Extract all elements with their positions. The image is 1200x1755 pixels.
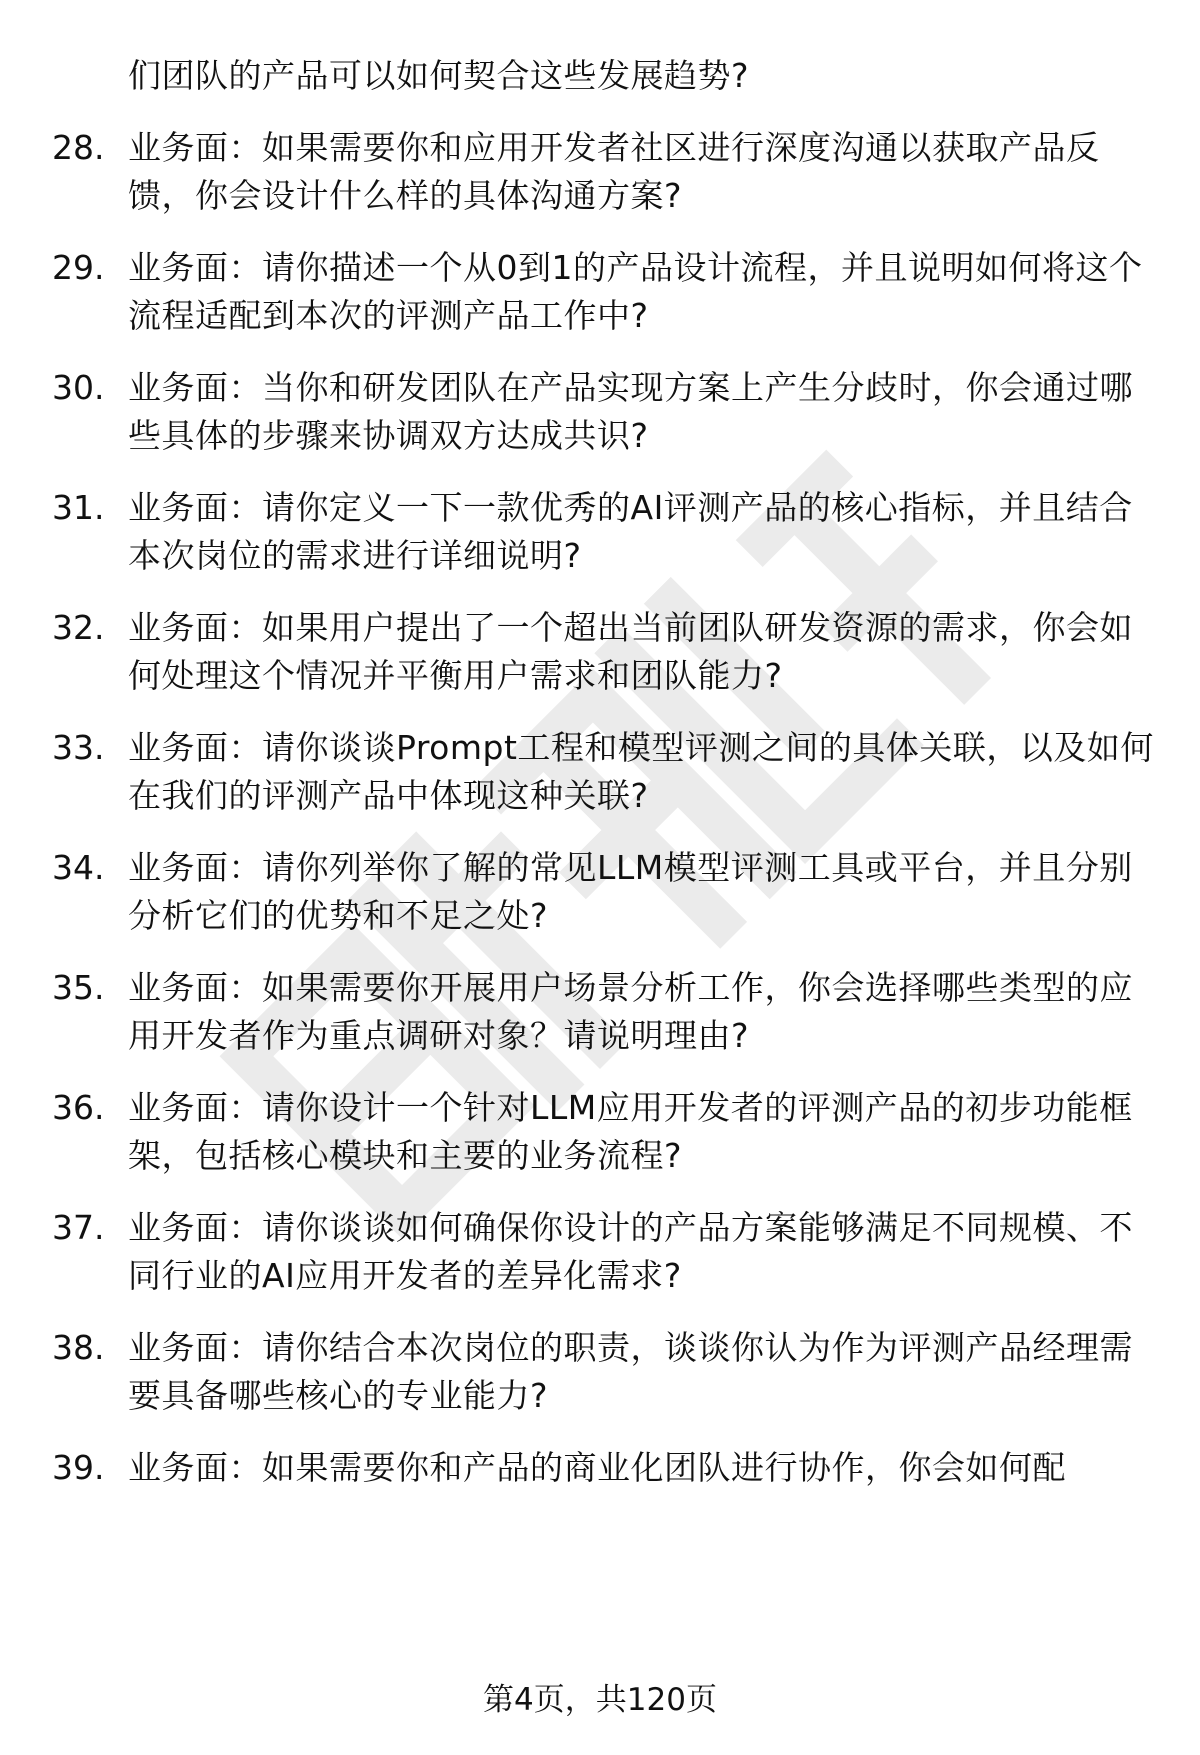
list-item [0,1444,1200,1492]
question-number: 39. [52,1448,105,1487]
question-number: 33. [52,728,105,767]
question-number: 37. [52,1208,105,1247]
question-number: 28. [52,128,105,167]
list-item [0,844,1200,940]
list-item [0,1084,1200,1180]
question-text: 业务面：如果用户提出了一个超出当前团队研发资源的需求，你会如何处理这个情况并平衡用户需求和团队能力? [128,608,1133,695]
question-text: 业务面：请你设计一个针对LLM应用开发者的评测产品的初步功能框架，包括核心模块和主要的业务流程? [128,1088,1133,1175]
question-text: 业务面：请你谈谈Prompt工程和模型评测之间的具体关联，以及如何在我们的评测产品中体现这种关联? [128,728,1154,815]
question-number: 35. [52,968,105,1007]
question-text: 业务面：当你和研发团队在产品实现方案上产生分歧时，你会通过哪些具体的步骤来协调双方达成共识? [128,368,1133,455]
list-item [0,724,1200,820]
list-item [0,124,1200,220]
list-item [0,244,1200,340]
question-text: 业务面：如果需要你和应用开发者社区进行深度沟通以获取产品反馈，你会设计什么样的具体沟通方案? [128,128,1100,215]
question-text: 业务面：请你谈谈如何确保你设计的产品方案能够满足不同规模、不同行业的AI应用开发者的差异化需求? [128,1208,1133,1295]
question-number: 36. [52,1088,105,1127]
question-text: 业务面：请你描述一个从0到1的产品设计流程，并且说明如何将这个流程适配到本次的评测产品工作中? [128,248,1143,335]
list-item [0,604,1200,700]
list-item [0,1204,1200,1300]
question-list [0,52,1200,1492]
question-text: 业务面：如果需要你开展用户场景分析工作，你会选择哪些类型的应用开发者作为重点调研对象？请说明理由? [128,968,1133,1055]
question-text: 业务面：请你列举你了解的常见LLM模型评测工具或平台，并且分别分析它们的优势和不足之处? [128,848,1133,935]
continuation-text: 们团队的产品可以如何契合这些发展趋势? [128,56,750,95]
question-number: 32. [52,608,105,647]
question-text: 业务面：如果需要你和产品的商业化团队进行协作，你会如何配 [128,1448,1066,1487]
list-item [0,964,1200,1060]
question-text: 业务面：请你结合本次岗位的职责，谈谈你认为作为评测产品经理需要具备哪些核心的专业能力? [128,1328,1133,1415]
page-footer: 第4页，共120页 [483,1682,717,1718]
question-number: 30. [52,368,105,407]
question-number: 38. [52,1328,105,1367]
list-item [0,1324,1200,1420]
list-item [0,484,1200,580]
question-number: 29. [52,248,105,287]
question-number: 31. [52,488,105,527]
question-text: 业务面：请你定义一下一款优秀的AI评测产品的核心指标，并且结合本次岗位的需求进行详细说明? [128,488,1133,575]
list-item [0,364,1200,460]
question-number: 34. [52,848,105,887]
